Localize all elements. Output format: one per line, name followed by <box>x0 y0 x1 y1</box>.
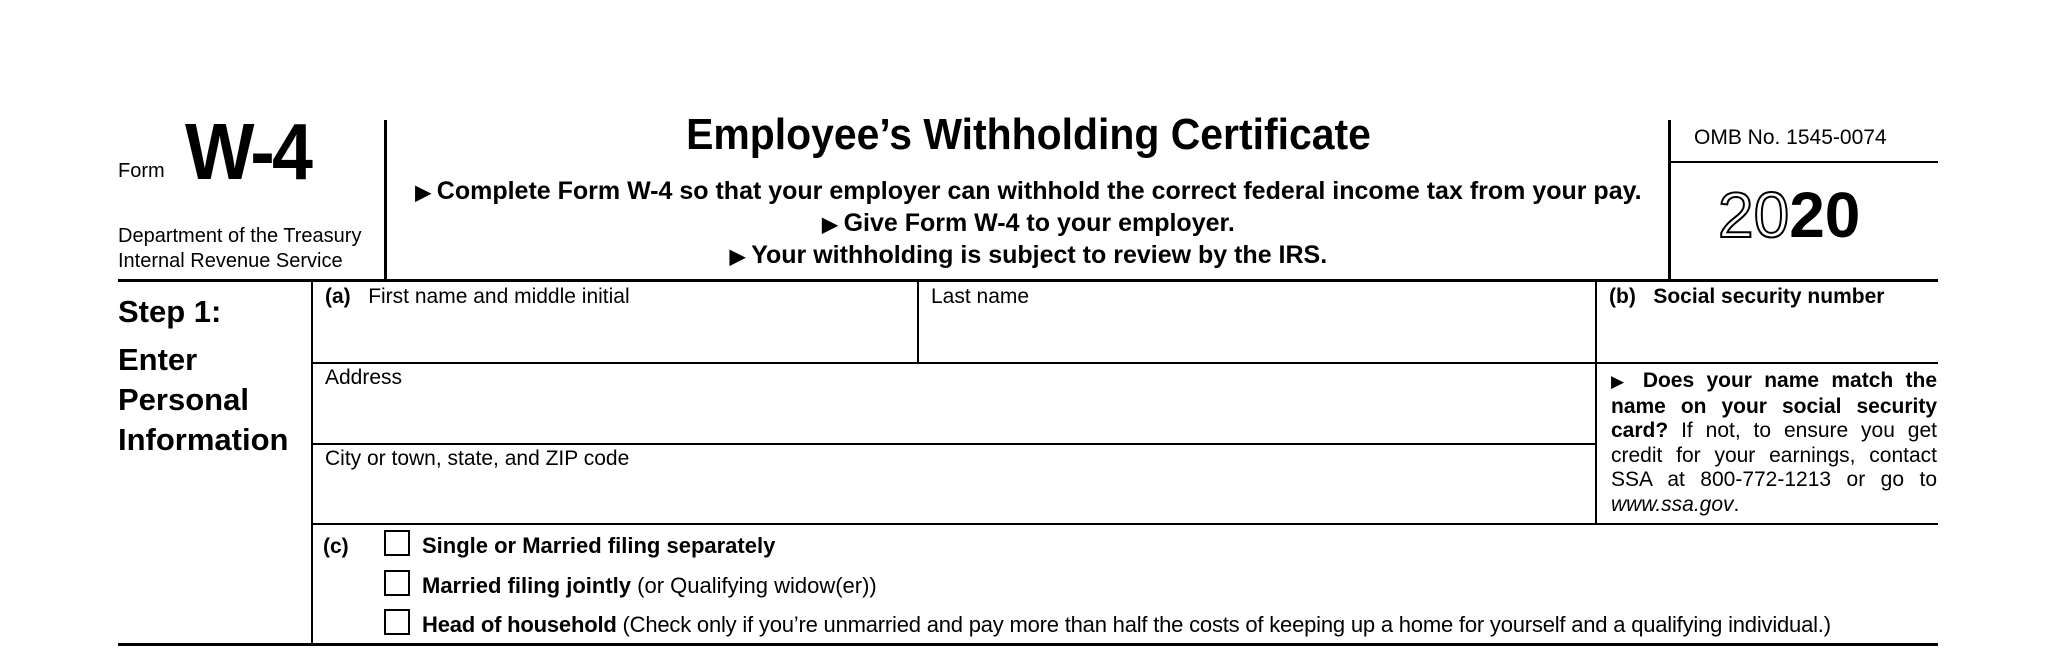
ssa-name-match-note: ▶ Does your name match the name on your social security card? If not, to ensure you get credit for your earnings, contact SSA at 800-772-1213 or go to www.ssa.gov. <box>1611 369 1937 516</box>
tax-year <box>1718 179 1861 251</box>
first-name-field[interactable] <box>313 282 917 362</box>
department-line: Department of the Treasury <box>118 225 362 247</box>
first-name-label: (a) First name and middle initial <box>325 285 630 308</box>
form-number: W-4 <box>185 107 311 196</box>
filing-status-letter: (c) <box>323 535 349 558</box>
step-subtitle: Enter Personal Information <box>118 342 289 457</box>
ssn-label: (b) Social security number <box>1609 285 1885 308</box>
arrow-right-icon: ▶ <box>729 246 746 268</box>
last-name-label: Last name <box>931 285 1030 308</box>
checkbox-married-jointly[interactable] <box>384 570 410 596</box>
arrow-right-icon: ▶ <box>415 182 431 204</box>
checkbox-single[interactable] <box>384 530 410 556</box>
city-state-zip-label: City or town, state, and ZIP code <box>325 447 630 470</box>
section-bottom-rule <box>118 643 1938 646</box>
year-bold: 20 <box>1789 179 1861 251</box>
instruction-line: ▶ Complete Form W-4 so that your employer can withhold the correct federal income tax from your pay. <box>415 177 1642 205</box>
ssn-field[interactable] <box>1597 282 1938 362</box>
filing-option-head-of-household: Head of household (Check only if you’re unmarried and pay more than half the costs of keeping up a home for yourself and a qualifying individual.) <box>422 612 1831 637</box>
address-label: Address <box>325 366 403 389</box>
form-title: Employee’s Withholding Certificate <box>686 110 1371 159</box>
department-info <box>118 224 361 274</box>
instruction-line: ▶ Your withholding is subject to review by the IRS. <box>729 241 1328 269</box>
omb-divider <box>1670 161 1938 163</box>
arrow-right-icon: ▶ <box>1611 372 1631 391</box>
checkbox-head-of-household[interactable] <box>384 609 410 635</box>
filing-option-single: Single or Married filing separately <box>422 533 776 558</box>
city-state-zip-field[interactable] <box>313 445 1595 523</box>
ssa-website-link[interactable]: www.ssa.gov <box>1611 492 1734 516</box>
filing-option-married-jointly: Married filing jointly (or Qualifying widow(er)) <box>422 573 877 598</box>
year-outline: 20 <box>1718 179 1790 251</box>
form-label: Form <box>118 160 165 182</box>
last-name-field[interactable] <box>919 282 1595 362</box>
row-rule <box>311 523 1938 525</box>
agency-line: Internal Revenue Service <box>118 250 343 272</box>
address-field[interactable] <box>313 364 1595 443</box>
instruction-line: ▶ Give Form W-4 to your employer. <box>822 209 1235 237</box>
arrow-right-icon: ▶ <box>822 214 838 236</box>
omb-number: OMB No. 1545-0074 <box>1694 126 1887 149</box>
step-title: Step 1: <box>118 294 222 329</box>
